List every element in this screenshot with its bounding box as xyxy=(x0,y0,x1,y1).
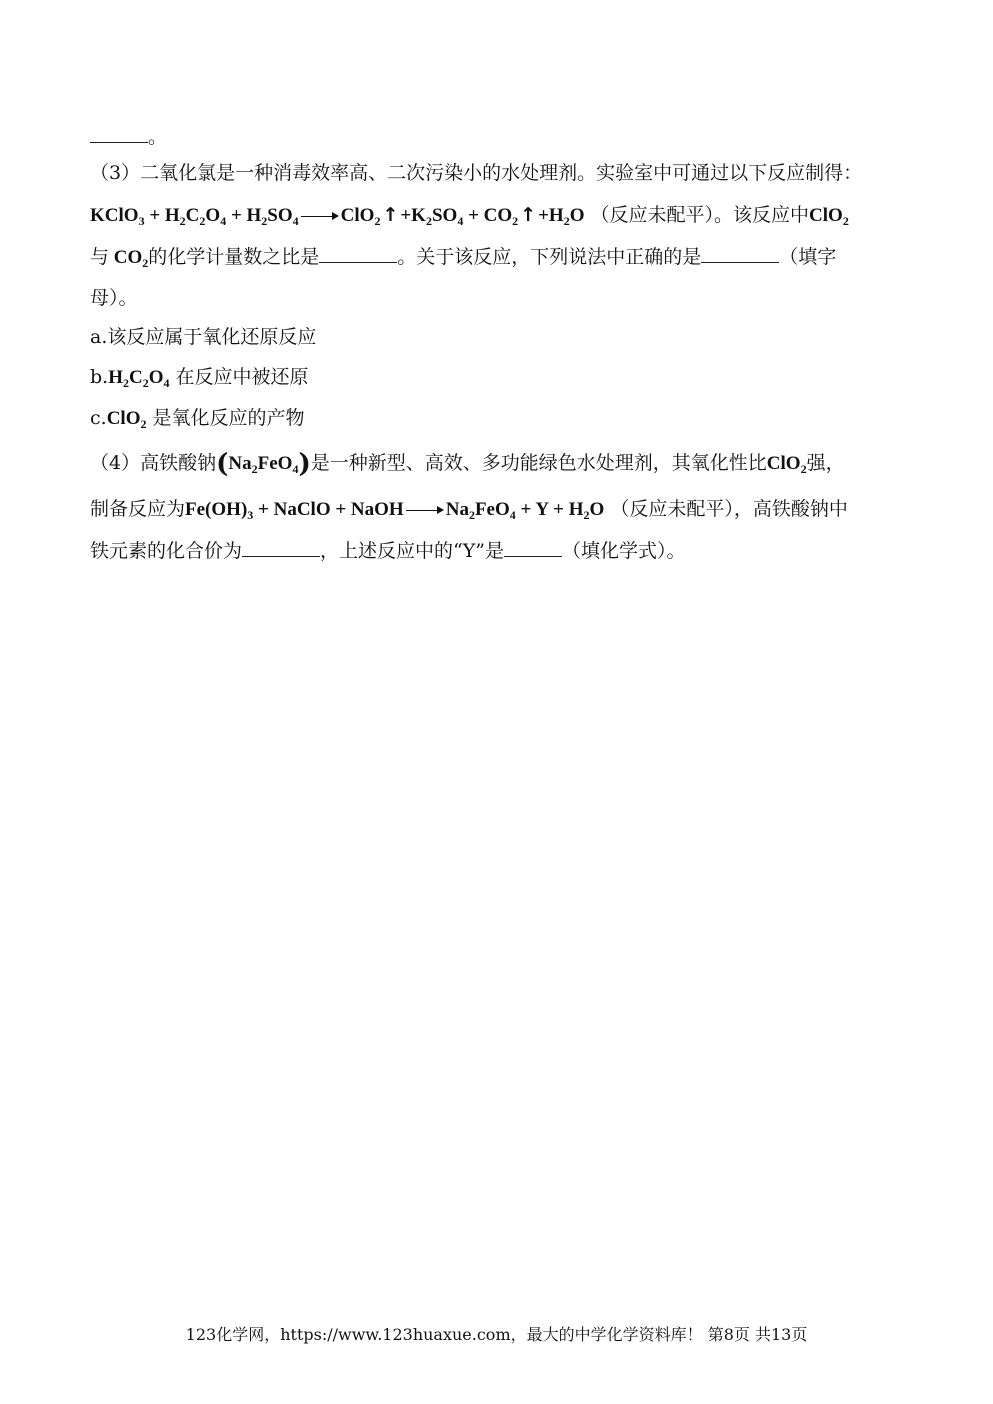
choice-answer-blank[interactable] xyxy=(701,244,779,263)
prev-answer-line: 。 xyxy=(90,124,167,150)
q3-line3: 与 $CO_2$的化学计量数之比是 。关于该反应，下列说法中正确的是 （填字 xyxy=(90,246,837,270)
q3-option-a: a.该反应属于氧化还原反应 xyxy=(90,326,317,348)
q3-line4: 母）。 xyxy=(90,287,138,309)
q4-equation-line: 制备反应为$Fe(OH)_3$ + NaClO + NaOH $Na_2FeO_4 + Y + H_2O$ （反应未配平），高铁酸钠中 xyxy=(90,498,848,522)
q3-option-b: $b.H_2C_2O_4$ 在反应中被还原 xyxy=(90,366,309,390)
q3-equation-line xyxy=(90,202,849,229)
formula-clo2: ClO$_2$ xyxy=(809,205,849,228)
formula-clo2: ClO$_2$ xyxy=(766,453,807,476)
ratio-answer-blank[interactable] xyxy=(319,244,397,263)
formula-h2c2o4: $H_2C_2O_4$ xyxy=(108,367,170,390)
q3-note: （反应未配平）。该反应中 xyxy=(590,204,810,226)
reaction-equation-1: KClO$_3$ + $H_2C_2O_4 + H_2SO_4$ ClO$_2$ ↑ $+K_2SO_4 + CO_2$ ↑ $+H_2O$ xyxy=(90,204,585,228)
formula-answer-blank[interactable] xyxy=(504,538,562,557)
gas-arrow-icon: ↑ xyxy=(520,204,537,226)
q3-option-c: c.ClO$_2$ 是氧化反应的产物 xyxy=(90,407,305,431)
formula-co2: $CO_2$ xyxy=(109,247,149,270)
gas-arrow-icon: ↑ xyxy=(382,204,399,226)
q4-intro: （4）高铁酸钠$(Na_2FeO_4)$是一种新型、高效、多功能绿色水处理剂，其氧化性比ClO$_2$强， xyxy=(90,449,845,479)
valence-answer-blank[interactable] xyxy=(242,538,320,557)
reaction-equation-2: $Fe(OH)_3$ + NaClO + NaOH $Na_2FeO_4 + Y + H_2O$ xyxy=(185,499,605,522)
reaction-arrow xyxy=(301,212,339,222)
formula-clo2: ClO$_2$ xyxy=(106,408,147,431)
q3-intro: （3）二氧化氯是一种消毒效率高、二次污染小的水处理剂。实验室中可通过以下反应制得： xyxy=(90,162,863,184)
reaction-arrow xyxy=(406,506,444,516)
formula-na2feo4: $Na_2FeO_4$ xyxy=(228,453,299,476)
q4-line3: 铁元素的化合价为 ，上述反应中的“Y”是 （填化学式）。 xyxy=(90,540,686,562)
page-footer: 123化学网，https://www.123huaxue.com，最大的中学化学资料库！ 第8页 共13页 xyxy=(185,1325,808,1344)
answer-blank[interactable] xyxy=(90,124,148,143)
